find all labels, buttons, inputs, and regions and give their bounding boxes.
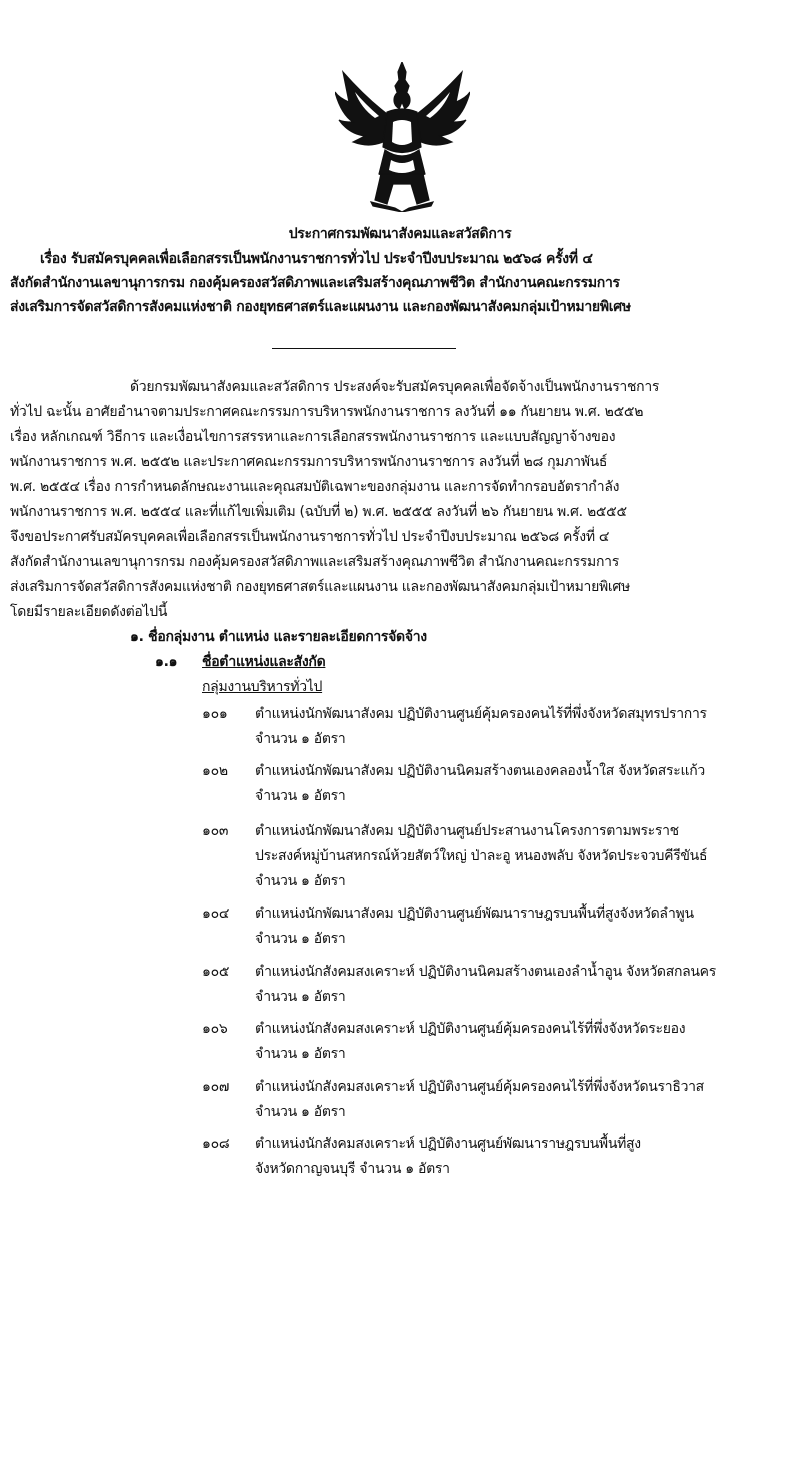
- body-line: ด้วยกรมพัฒนาสังคมและสวัสดิการ ประสงค์จะรับสมัครบุคคลเพื่อจัดจ้างเป็นพนักงานราชการ: [130, 379, 660, 395]
- position-code: ๑๐๓: [202, 823, 229, 839]
- position-line: จำนวน ๑ อัตรา: [255, 788, 346, 804]
- position-line: ตำแหน่งนักพัฒนาสังคม ปฏิบัติงานนิคมสร้างตนเองคลองน้ำใส จังหวัดสระแก้ว: [255, 763, 705, 779]
- subject-line-1: เรื่อง รับสมัครบุคคลเพื่อเลือกสรรเป็นพนักงานราชการทั่วไป ประจำปีงบประมาณ ๒๕๖๘ ครั้งที่ ๔: [40, 251, 593, 267]
- subject-line-3: ส่งเสริมการจัดสวัสดิการสังคมแห่งชาติ กองยุทธศาสตร์และแผนงาน และกองพัฒนาสังคมกลุ่มเป้าหมายพิเศษ: [10, 299, 631, 315]
- position-code: ๑๐๔: [202, 906, 230, 922]
- position-code: ๑๐๒: [202, 763, 228, 779]
- position-line: ตำแหน่งนักพัฒนาสังคม ปฏิบัติงานศูนย์คุ้มครองคนไร้ที่พึ่งจังหวัดสมุทรปราการ: [255, 706, 707, 722]
- body-line: พนักงานราชการ พ.ศ. ๒๕๕๒ และประกาศคณะกรรมการบริหารพนักงานราชการ ลงวันที่ ๒๘ กุมภาพันธ์: [10, 454, 608, 470]
- body-line: เรื่อง หลักเกณฑ์ วิธีการ และเงื่อนไขการสรรหาและการเลือกสรรพนักงานราชการ และแบบสัญญาจ้างของ: [10, 429, 616, 445]
- announcement-title: ประกาศกรมพัฒนาสังคมและสวัสดิการ: [288, 226, 512, 242]
- body-line: พ.ศ. ๒๕๕๔ เรื่อง การกำหนดลักษณะงานและคุณสมบัติเฉพาะของกลุ่มงาน และการจัดทำกรอบอัตรากำลัง: [10, 479, 620, 495]
- position-code: ๑๐๑: [202, 706, 228, 722]
- subsection-heading: ชื่อตำแหน่งและสังกัด: [202, 654, 326, 670]
- position-line: ตำแหน่งนักสังคมสงเคราะห์ ปฏิบัติงานศูนย์คุ้มครองคนไร้ที่พึ่งจังหวัดนราธิวาส: [255, 1079, 704, 1095]
- body-line: พนักงานราชการ พ.ศ. ๒๕๕๔ และที่แก้ไขเพิ่มเติม (ฉบับที่ ๒) พ.ศ. ๒๕๕๕ ลงวันที่ ๒๖ กันยายน พ.ศ. ๒๕๕๕: [10, 504, 627, 520]
- position-line: จำนวน ๑ อัตรา: [255, 1046, 346, 1062]
- position-line: ตำแหน่งนักสังคมสงเคราะห์ ปฏิบัติงานนิคมสร้างตนเองลำน้ำอูน จังหวัดสกลนคร: [255, 964, 716, 980]
- subject-line-2: สังกัดสำนักงานเลขานุการกรม กองคุ้มครองสวัสดิภาพและเสริมสร้างคุณภาพชีวิต สำนักงานคณะกรรมการ: [10, 275, 620, 291]
- position-line: จังหวัดกาญจนบุรี จำนวน ๑ อัตรา: [255, 1161, 450, 1177]
- header-divider: [272, 348, 456, 349]
- group-heading: กลุ่มงานบริหารทั่วไป: [202, 679, 323, 695]
- position-code: ๑๐๖: [202, 1021, 228, 1037]
- body-line: ทั่วไป ฉะนั้น อาศัยอำนาจตามประกาศคณะกรรมการบริหารพนักงานราชการ ลงวันที่ ๑๑ กันยายน พ.ศ. ๒๕๕๒: [10, 404, 644, 420]
- garuda-emblem-icon: [335, 62, 470, 212]
- body-line: จึงขอประกาศรับสมัครบุคคลเพื่อเลือกสรรเป็นพนักงานราชการทั่วไป ประจำปีงบประมาณ ๒๕๖๘ ครั้งที่ ๔: [10, 529, 610, 545]
- position-line: จำนวน ๑ อัตรา: [255, 931, 346, 947]
- position-code: ๑๐๘: [202, 1136, 230, 1152]
- position-code: ๑๐๗: [202, 1079, 230, 1095]
- position-line: ตำแหน่งนักพัฒนาสังคม ปฏิบัติงานศูนย์พัฒนาราษฎรบนพื้นที่สูงจังหวัดลำพูน: [255, 906, 694, 922]
- position-line: ประสงค์หมู่บ้านสหกรณ์ห้วยสัตว์ใหญ่ ป่าละอู หนองพลับ จังหวัดประจวบคีรีขันธ์: [255, 848, 708, 864]
- body-line: สังกัดสำนักงานเลขานุการกรม กองคุ้มครองสวัสดิภาพและเสริมสร้างคุณภาพชีวิต สำนักงานคณะกรรมการ: [10, 554, 619, 570]
- position-code: ๑๐๕: [202, 964, 230, 980]
- subsection-number: ๑.๑: [155, 654, 178, 670]
- section-1-heading: ๑. ชื่อกลุ่มงาน ตำแหน่ง และรายละเอียดการจัดจ้าง: [130, 629, 427, 645]
- body-line: โดยมีรายละเอียดดังต่อไปนี้: [10, 604, 168, 620]
- position-line: ตำแหน่งนักพัฒนาสังคม ปฏิบัติงานศูนย์ประสานงานโครงการตามพระราช: [255, 823, 679, 839]
- body-line: ส่งเสริมการจัดสวัสดิการสังคมแห่งชาติ กองยุทธศาสตร์และแผนงาน และกองพัฒนาสังคมกลุ่มเป้าหมายพิเศษ: [10, 579, 630, 595]
- position-line: ตำแหน่งนักสังคมสงเคราะห์ ปฏิบัติงานศูนย์คุ้มครองคนไร้ที่พึ่งจังหวัดระยอง: [255, 1021, 686, 1037]
- position-line: ตำแหน่งนักสังคมสงเคราะห์ ปฏิบัติงานศูนย์พัฒนาราษฎรบนพื้นที่สูง: [255, 1136, 641, 1152]
- position-line: จำนวน ๑ อัตรา: [255, 1104, 346, 1120]
- position-line: จำนวน ๑ อัตรา: [255, 873, 346, 889]
- position-line: จำนวน ๑ อัตรา: [255, 989, 346, 1005]
- position-line: จำนวน ๑ อัตรา: [255, 731, 346, 747]
